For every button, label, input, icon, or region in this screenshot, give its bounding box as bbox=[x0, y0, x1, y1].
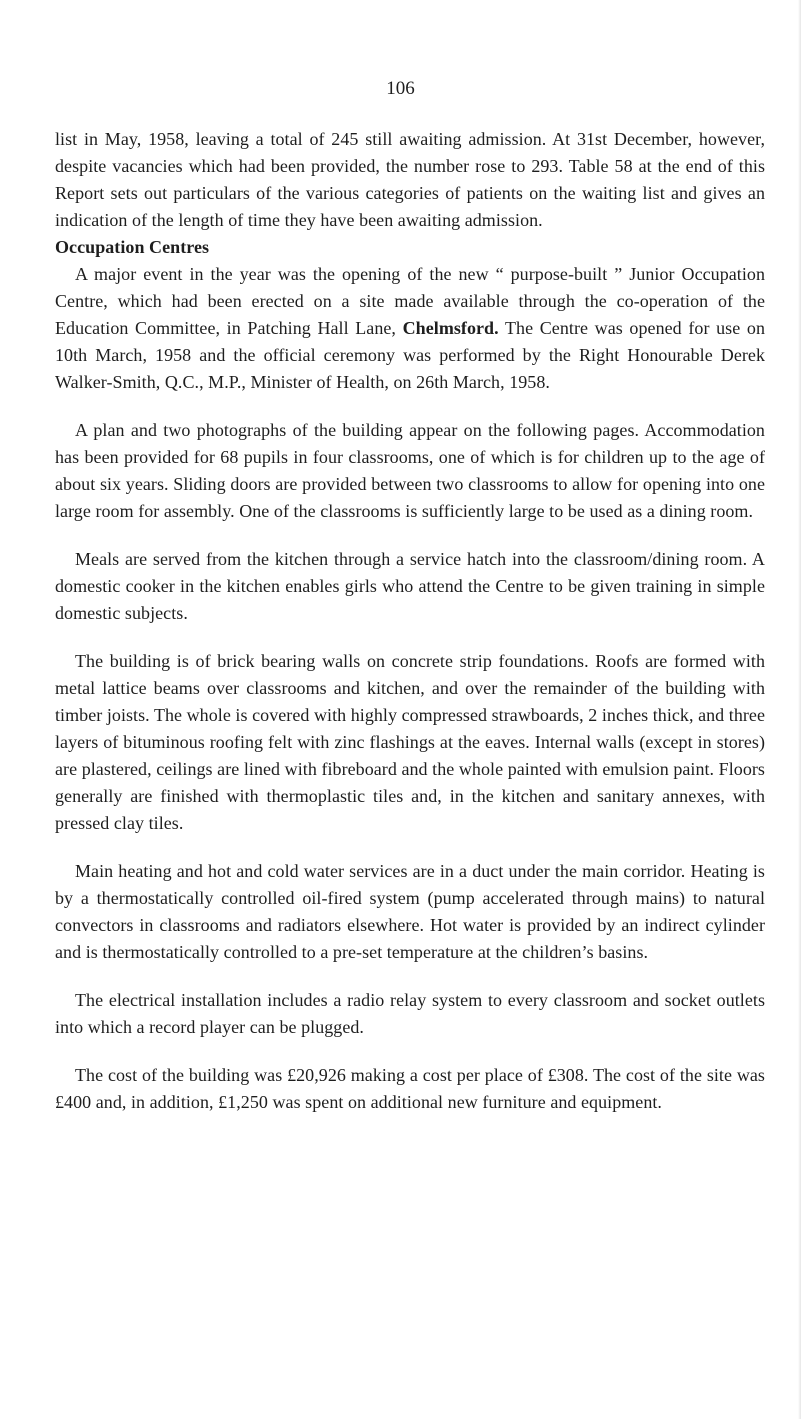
paragraph-electrical: The electrical installation includes a radio relay system to every classroom and socket outlets into which a record player can be plugged. bbox=[55, 990, 765, 1037]
paragraph-text: A major event in the year was the opening of the new “ purpose-built ” Junior Occupation Centre, which had been erected on a site made available through the co-operation of the Education Committee, in Patching Hall Lane, bbox=[55, 264, 765, 338]
paragraph-heating: Main heating and hot and cold water services are in a duct under the main corridor. Heating is by a thermostatically controlled oil-fired system (pump accelerated through mains) to natural convectors in classrooms and radiators elsewhere. Hot water is provided by an indirect cylinder and is thermostatically controlled to a pre-set temperature at the children’s basins. bbox=[55, 861, 765, 962]
section-heading: Occupation Centres bbox=[55, 237, 210, 257]
paragraph-meals: Meals are served from the kitchen through a service hatch into the classroom/dining room. A domestic cooker in the kitchen enables girls who attend the Centre to be given training in simple domestic subjects. bbox=[55, 549, 765, 623]
paragraph-construction: The building is of brick bearing walls on concrete strip foundations. Roofs are formed with metal lattice beams over classrooms and kitchen, and over the remainder of the building with timber joists. The whole is covered with highly compressed strawboards, 2 inches thick, and three layers of bituminous roofing felt with zinc flashings at the eaves. Internal walls (except in stores) are plastered, ceilings are lined with fibreboard and the whole painted with emulsion paint. Floors generally are finished with thermoplastic tiles and, in the kitchen and sanitary annexes, with pressed clay tiles. bbox=[55, 651, 765, 833]
page-number: 106 bbox=[386, 78, 415, 99]
paragraph-accommodation: A plan and two photographs of the building appear on the following pages. Accommodation has been provided for 68 pupils in four classrooms, one of which is for children up to the age of about six years. Sliding doors are provided between two classrooms to allow for opening into one large room for assembly. One of the classrooms is sufficiently large to be used as a dining room. bbox=[55, 420, 765, 521]
document-body bbox=[55, 126, 765, 1116]
paragraph-opening-centre bbox=[55, 261, 765, 396]
paragraph-cost: The cost of the building was £20,926 making a cost per place of £308. The cost of the site was £400 and, in addition, £1,250 was spent on additional new furniture and equipment. bbox=[55, 1065, 765, 1112]
paragraph-text: The Centre was opened for use on 10th March, 1958 and the official ceremony was performed by the Right Honourable Derek Walker-Smith, Q.C., M.P., Minister of Health, on 26th March, 1958. bbox=[55, 318, 765, 392]
intro-paragraph: list in May, 1958, leaving a total of 245 still awaiting admission. At 31st December, however, despite vacancies which had been provided, the number rose to 293. Table 58 at the end of this Report sets out particulars of the various categories of patients on the waiting list and gives an indication of the length of time they have been awaiting admission. bbox=[55, 129, 765, 230]
bold-place-name: Chelmsford. bbox=[402, 318, 499, 338]
